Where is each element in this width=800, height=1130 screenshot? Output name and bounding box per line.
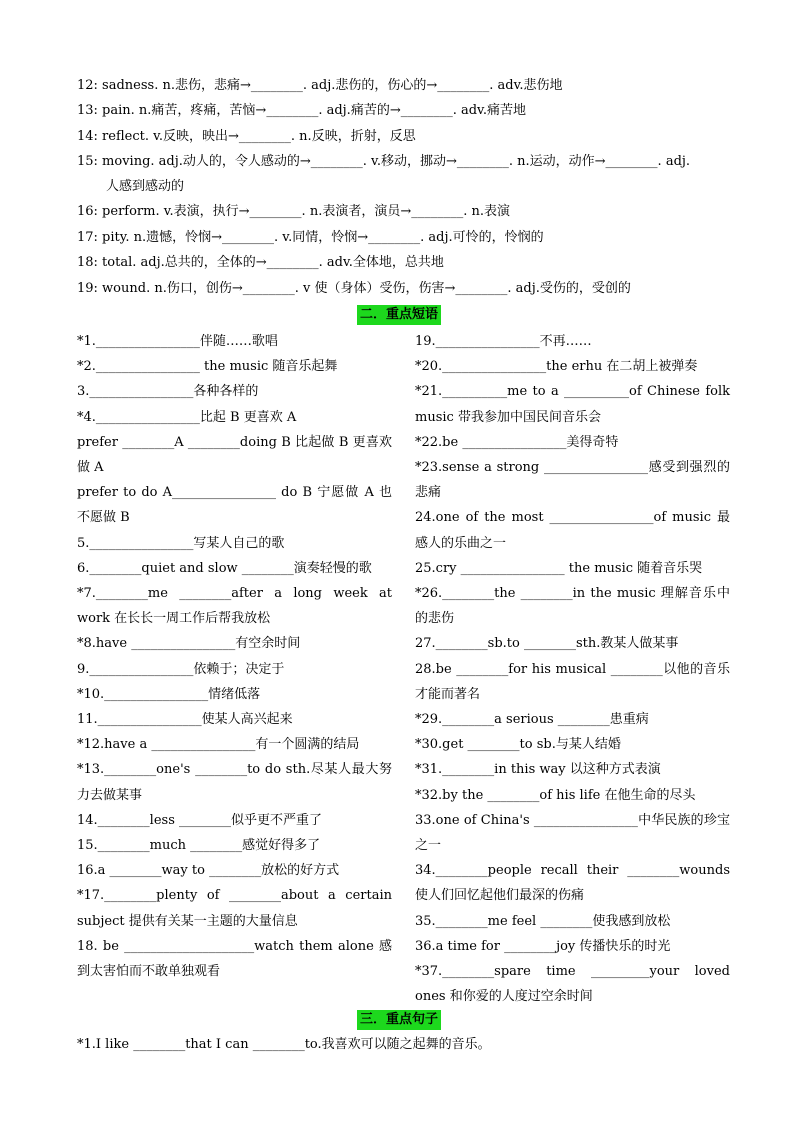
phrase-item: *26.________the ________in the music 理解音乐中的悲伤 — [415, 586, 730, 627]
phrase-item: *21.__________me to a __________of Chinese folk music 带我参加中国民间音乐会 — [415, 384, 730, 425]
phrase-item: *20.________________the erhu 在二胡上被弹奏 — [415, 359, 698, 375]
phrase-item: 24.one of the most ________________of music 最感人的乐曲之一 — [415, 510, 730, 551]
phrase-item: 35.________me feel ________使我感到放松 — [415, 913, 671, 929]
phrase-item: *12.have a ________________有一个圆满的结局 — [77, 737, 360, 753]
phrase-item: 14.________less ________似乎更不严重了 — [77, 812, 323, 828]
phrase-item: 18. be ____________________watch them alone 感到太害怕而不敢单独观看 — [77, 938, 392, 980]
vocab-item-16: 16: perform. v.表演，执行→________. n.表演者，演员→________. n.表演 — [77, 204, 510, 219]
phrase-item: *8.have ________________有空余时间 — [77, 636, 301, 652]
phrase-item: *37.________spare time _________your loved ones 和你爱的人度过空余时间 — [415, 964, 730, 1005]
phrase-item: 36.a time for ________joy 传播快乐的时光 — [415, 938, 671, 954]
phrase-item: 25.cry ________________ the music 随着音乐哭 — [415, 560, 703, 576]
phrase-item: *29.________a serious ________患重病 — [415, 712, 649, 728]
phrase-item: *13.________one's ________to do sth.尽某人最大努力去做某事 — [77, 762, 392, 803]
phrase-item: *30.get ________to sb.与某人结婚 — [415, 737, 621, 753]
phrase-item: 34.________people recall their ________wounds 使人们回忆起他们最深的伤痛 — [415, 863, 730, 904]
phrase-item: *22.be ________________美得奇特 — [415, 434, 619, 450]
phrase-item: 9.________________依赖于；决定于 — [77, 661, 285, 677]
phrase-item: 11.________________使某人高兴起来 — [77, 712, 293, 728]
phrase-item: *32.by the ________of his life 在他生命的尽头 — [415, 787, 696, 803]
phrase-item: prefer to do A________________ do B 宁愿做 A 也不愿做 B — [77, 485, 392, 526]
vocab-item-18: 18: total. adj.总共的，全体的→________. adv.全体地，总共地 — [77, 255, 444, 270]
vocab-item-15-cont: 人感到感动的 — [106, 179, 185, 194]
phrases-column-right — [415, 329, 730, 1009]
phrase-item: *7.________me ________after a long week at work 在长长一周工作后帮我放松 — [77, 586, 392, 627]
phrase-item: 28.be ________for his musical ________以他的音乐才能而著名 — [415, 661, 730, 702]
vocab-item-19: 19: wound. n.伤口，创伤→________. v 使（身体）受伤，伤害→________. adj.受伤的，受创的 — [77, 281, 631, 296]
phrase-item: 15.________much ________感觉好得多了 — [77, 838, 321, 854]
phrase-item: *2.________________ the music 随音乐起舞 — [77, 359, 338, 375]
sentence-item-1: *1.I like ________that I can ________to.我喜欢可以随之起舞的音乐。 — [77, 1037, 491, 1052]
section-title-phrases: 二．重点短语 — [357, 305, 441, 325]
phrase-item: 3.________________各种各样的 — [77, 384, 259, 400]
vocab-item-17: 17: pity. n.遗憾，怜悯→________. v.同情，怜悯→________. adj.可怜的，怜悯的 — [77, 230, 544, 245]
phrase-item: 16.a ________way to ________放松的好方式 — [77, 863, 340, 879]
phrase-item: prefer ________A ________doing B 比起做 B 更喜欢做 A — [77, 434, 392, 476]
phrase-item: 5.________________写某人自己的歌 — [77, 535, 285, 551]
section-title-sentences: 三．重点句子 — [357, 1010, 441, 1030]
phrase-item: 33.one of China's ________________中华民族的珍宝之一 — [415, 812, 730, 854]
vocab-item-13: 13: pain. n.痛苦，疼痛，苦恼→________. adj.痛苦的→________. adv.痛苦地 — [77, 103, 526, 118]
phrase-item: *10.________________情绪低落 — [77, 686, 261, 702]
phrase-item: 6.________quiet and slow ________演奏轻慢的歌 — [77, 560, 372, 576]
phrase-item: *1.________________伴随……歌唱 — [77, 334, 278, 349]
phrase-item: *23.sense a strong ________________感受到强烈的悲痛 — [415, 460, 730, 501]
phrase-item: *4.________________比起 B 更喜欢 A — [77, 409, 297, 425]
phrases-column-left — [77, 329, 392, 984]
phrase-item: 19.________________不再…… — [415, 334, 592, 349]
vocab-item-12: 12: sadness. n.悲伤，悲痛→________. adj.悲伤的，伤心的→________. adv.悲伤地 — [77, 78, 563, 93]
vocab-item-14: 14: reflect. v.反映，映出→________. n.反映，折射，反思 — [77, 129, 416, 144]
vocab-item-15: 15: moving. adj.动人的，令人感动的→________. v.移动，挪动→________. n.运动，动作→________. adj. — [77, 154, 691, 169]
phrase-item: *31.________in this way 以这种方式表演 — [415, 762, 661, 778]
phrase-item: *17.________plenty of ________about a certain subject 提供有关某一主题的大量信息 — [77, 888, 392, 929]
phrase-item: 27.________sb.to ________sth.教某人做某事 — [415, 636, 679, 652]
